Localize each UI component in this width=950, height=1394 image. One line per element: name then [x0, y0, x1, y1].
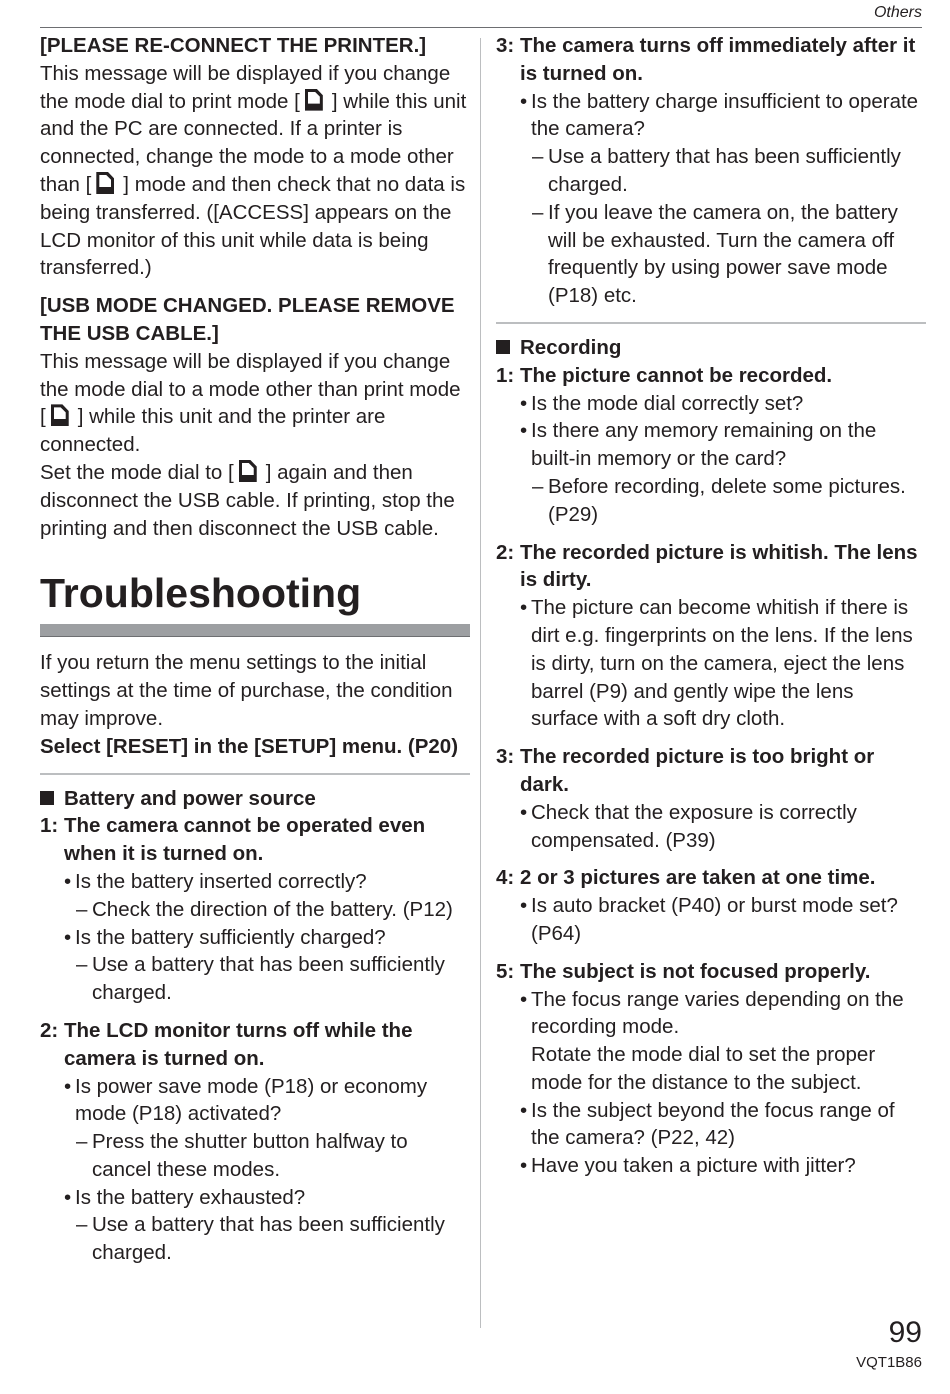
text-span: Set the mode dial to [ [40, 460, 234, 484]
question-text: The recorded picture is whitish. The lens is dirty. [520, 540, 918, 592]
message-body [40, 348, 470, 459]
question [496, 743, 926, 799]
dash-item [496, 473, 926, 529]
bullet-item [40, 1073, 470, 1129]
question-item [496, 32, 926, 310]
bullet-text: Is the battery sufficiently charged? [75, 925, 386, 949]
bullet-text: The picture can become whitish if there is dirt e.g. fingerprints on the lens. If the lens is dirty, turn on the camera, eject the lens barrel (P9) and gently wipe the lens surface with a soft dry cloth. [531, 596, 913, 731]
bullet-text [531, 986, 926, 1097]
dash-text: Press the shutter button halfway to cancel these modes. [92, 1130, 408, 1181]
message-usb-mode-changed [40, 292, 470, 542]
bullet-item [496, 986, 926, 1097]
bullet-marker: • [520, 987, 528, 1011]
bullet-text: Is the battery exhausted? [75, 1185, 306, 1209]
dash-marker: – [532, 474, 544, 498]
question-text: The camera cannot be operated even when it is turned on. [64, 814, 426, 866]
intro-instruction: Select [RESET] in the [SETUP] menu. (P20) [40, 734, 459, 758]
bullet-item [40, 924, 470, 952]
dash-marker: – [532, 200, 544, 224]
section-header: Others [873, 4, 922, 21]
bullet-text: Is there any memory remaining on the built-in memory or the card? [531, 419, 877, 471]
bullet-marker: • [520, 1098, 528, 1122]
question-item [40, 812, 470, 1007]
dash-text: If you leave the camera on, the battery will be exhausted. Turn the camera off frequently by using power save mode (P18) etc. [548, 200, 898, 308]
question-text: The picture cannot be recorded. [520, 363, 833, 387]
dash-text: Use a battery that has been sufficiently charged. [548, 145, 901, 196]
bullet-marker: • [64, 1074, 72, 1098]
bullet-marker: • [64, 869, 72, 893]
bullet-text: Is the subject beyond the focus range of the camera? (P22, 42) [531, 1098, 895, 1150]
question-number: 5: [496, 959, 515, 983]
black-square-icon [496, 340, 510, 354]
question-number: 2: [496, 540, 515, 564]
dash-item [40, 1211, 470, 1267]
right-column [496, 32, 926, 1190]
dash-marker: – [76, 897, 88, 921]
intro-text: If you return the menu settings to the initial settings at the time of purchase, the condition may improve. [40, 651, 453, 730]
column-divider [480, 38, 481, 1328]
message-title: [PLEASE RE-CONNECT THE PRINTER.] [40, 34, 427, 57]
bullet-text: Is power save mode (P18) or economy mode (P18) activated? [75, 1074, 428, 1126]
dash-text: Use a battery that has been sufficiently charged. [92, 953, 445, 1005]
text-span: ] mode and then check that no data is being transferred. ([ACCESS] appears on the LCD monitor of this unit while data is being transferred.) [40, 172, 466, 280]
bullet-marker: • [520, 894, 528, 918]
dash-text: Use a battery that has been sufficiently charged. [92, 1213, 445, 1265]
dash-item [496, 199, 926, 310]
bullet-text: Is the battery inserted correctly? [75, 869, 367, 893]
bullet-marker: • [520, 391, 528, 415]
title-bar [40, 624, 470, 637]
question [40, 812, 470, 868]
question-number: 3: [496, 34, 515, 57]
section-heading [40, 785, 470, 813]
header-rule [40, 27, 922, 28]
message-reconnect-printer [40, 32, 470, 282]
bullet-text: Is auto bracket (P40) or burst mode set? (P64) [531, 894, 898, 945]
question-text: 2 or 3 pictures are taken at one time. [520, 866, 876, 890]
question-text: The recorded picture is too bright or dark. [520, 745, 875, 796]
bullet-item [496, 417, 926, 473]
question-item [496, 743, 926, 854]
question-text: The camera turns off immediately after it is turned on. [520, 34, 916, 85]
print-mode-icon [47, 404, 77, 428]
question-number: 3: [496, 745, 515, 769]
message-body [40, 459, 470, 542]
bullet-marker: • [520, 596, 528, 620]
question [496, 32, 926, 88]
section-heading [496, 334, 926, 362]
dash-marker: – [76, 953, 88, 977]
dash-item [40, 896, 470, 924]
bullet-item [496, 88, 926, 144]
bullet-marker: • [520, 1154, 528, 1178]
text-span: This message will be displayed if you change the mode dial to a mode other than print mode [ [40, 349, 461, 429]
text-span: ] again and then disconnect the USB cable. If printing, stop the printing and then disconnect the USB cable. [40, 460, 455, 540]
bullet-line: The focus range varies depending on the recording mode. [531, 987, 904, 1039]
section-heading-label: Battery and power source [64, 786, 316, 810]
page-title: Troubleshooting [40, 570, 362, 617]
left-column [40, 32, 470, 1277]
question-number: 1: [496, 363, 515, 387]
print-mode-icon [301, 89, 331, 113]
question [40, 1017, 470, 1073]
question [496, 864, 926, 892]
bullet-item [40, 868, 470, 896]
bullet-item [496, 1097, 926, 1153]
dash-marker: – [76, 1130, 88, 1154]
black-square-icon [40, 791, 54, 805]
bullet-marker: • [520, 89, 528, 113]
question-text: The LCD monitor turns off while the camera is turned on. [64, 1018, 413, 1070]
bullet-item [40, 1184, 470, 1212]
dash-text: Before recording, delete some pictures. (P29) [548, 474, 906, 526]
message-title: [USB MODE CHANGED. PLEASE REMOVE THE USB CABLE.] [40, 294, 455, 345]
question [496, 539, 926, 595]
bullet-marker: • [520, 419, 528, 443]
bullet-item [496, 1152, 926, 1180]
question [496, 958, 926, 986]
question-number: 2: [40, 1018, 59, 1042]
text-span: ] while this unit and the PC are connected. If a printer is connected, change the mode to a mode other than [ [40, 89, 467, 196]
dash-item [496, 143, 926, 199]
question-number: 1: [40, 814, 59, 838]
dash-marker: – [76, 1213, 88, 1237]
section-heading-label: Recording [520, 335, 622, 359]
question-number: 4: [496, 866, 515, 890]
bullet-item [496, 594, 926, 733]
question-item [496, 864, 926, 947]
dash-item [40, 1128, 470, 1184]
bullet-item [496, 892, 926, 948]
question-text: The subject is not focused properly. [520, 959, 871, 983]
question-item [40, 1017, 470, 1267]
text-span: This message will be displayed if you change the mode dial to print mode [ [40, 61, 451, 113]
question-item [496, 362, 926, 529]
section-rule [496, 322, 926, 324]
bullet-marker: • [64, 1185, 72, 1209]
dash-item [40, 951, 470, 1007]
bullet-item [496, 390, 926, 418]
dash-marker: – [532, 145, 544, 169]
bullet-line: Rotate the mode dial to set the proper mode for the distance to the subject. [531, 1043, 876, 1094]
print-mode-icon [92, 172, 122, 196]
bullet-marker: • [520, 800, 528, 824]
page-number: 99 [888, 1316, 922, 1349]
document-code: VQT1B86 [856, 1354, 922, 1371]
print-mode-icon [235, 460, 265, 484]
message-body [40, 60, 470, 282]
bullet-marker: • [64, 925, 72, 949]
bullet-text: Is the mode dial correctly set? [531, 391, 804, 415]
section-rule [40, 773, 470, 775]
question [496, 362, 926, 390]
question-item [496, 958, 926, 1180]
bullet-text: Check that the exposure is correctly compensated. (P39) [531, 800, 857, 852]
bullet-item [496, 799, 926, 855]
bullet-text: Have you taken a picture with jitter? [531, 1154, 856, 1178]
dash-text: Check the direction of the battery. (P12) [92, 897, 453, 921]
question-item [496, 539, 926, 734]
text-span: ] while this unit and the printer are connected. [40, 405, 386, 457]
bullet-text: Is the battery charge insufficient to operate the camera? [531, 89, 919, 141]
